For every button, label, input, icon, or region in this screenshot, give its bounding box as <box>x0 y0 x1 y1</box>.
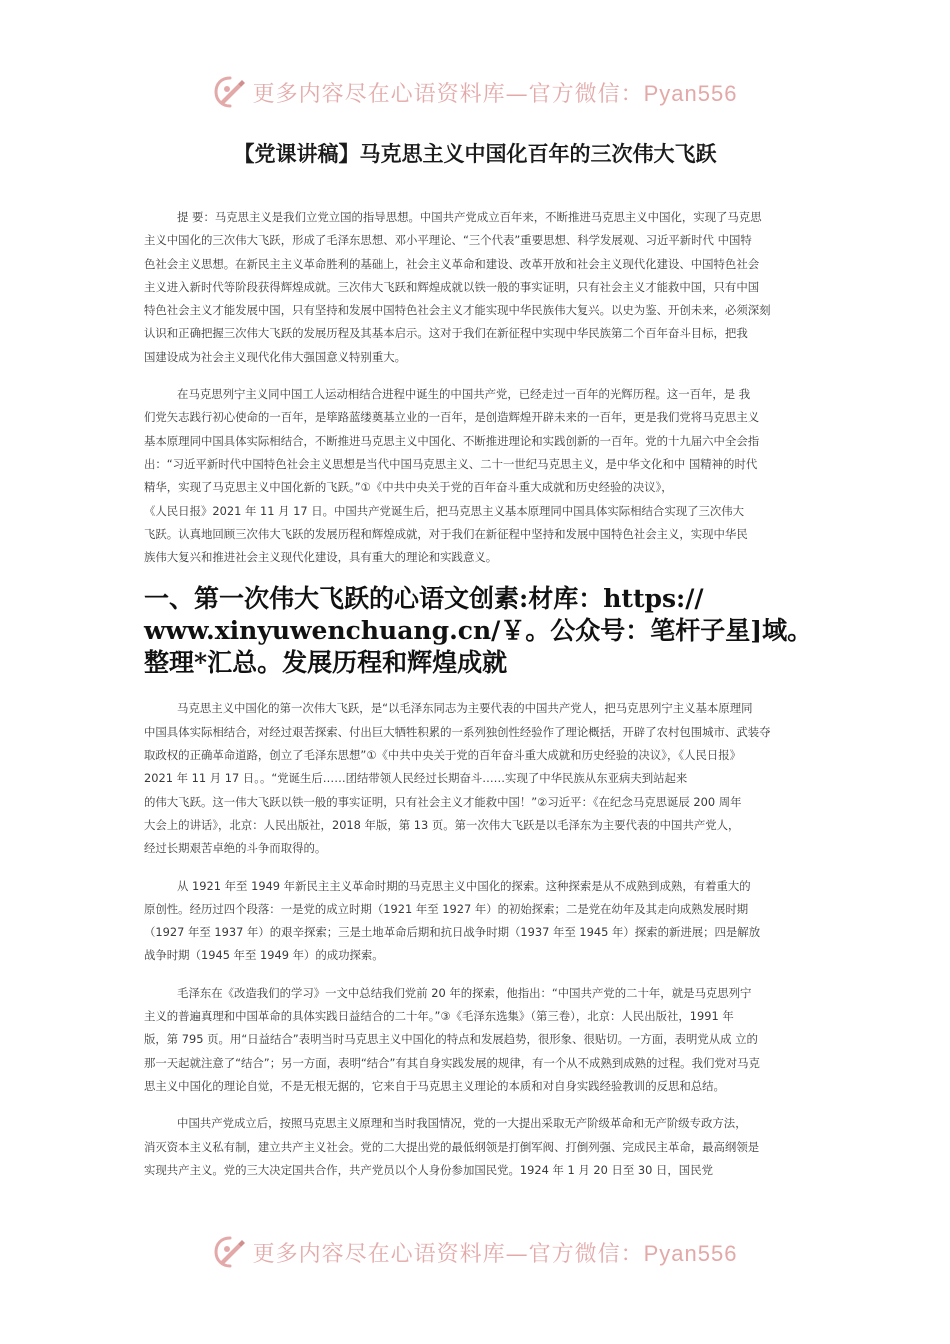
document-title: 【党课讲稿】马克思主义中国化百年的三次伟大飞跃 <box>233 142 717 166</box>
body-paragraph <box>144 697 814 860</box>
text-line: 经过长期艰苦卓绝的斗争而取得的。 <box>144 841 327 856</box>
wechat-id: Pyan556 <box>643 1240 738 1266</box>
text-line: 大会上的讲话》，北京：人民出版社，2018 年版，第 13 页。第一次伟大飞跃是以毛泽东为主要代表的中国共产党人， <box>144 817 740 832</box>
document-body <box>144 206 814 1196</box>
abstract-paragraph <box>144 206 814 369</box>
text-line: 版，第 795 页。用“日益结合”表明当时马克思主义中国化的特点和发展趋势，很形象、很贴切。一方面，表明党从成 立的 <box>144 1032 758 1047</box>
pen-logo-icon <box>213 1235 247 1269</box>
text-line: 从 1921 年至 1949 年新民主主义革命时期的马克思主义中国化的探索。这种探索是从不成熟到成熟，有着重大的 <box>177 878 751 893</box>
text-line: 基本原理同中国具体实际相结合，不断推进马克思主义中国化、不断推进理论和实践创新的一百年。党的十九届六中全会指 <box>144 433 760 448</box>
text-line: 特色社会主义才能发展中国，只有坚持和发展中国特色社会主义才能实现中华民族伟大复兴。以史为鉴、开创未来，必须深刻 <box>144 303 771 318</box>
text-line: 出：“习近平新时代中国特色社会主义思想是当代中国马克思主义、二十一世纪马克思主义，是中华文化和中 国精神的时代 <box>144 456 758 471</box>
heading-line: www.xinyuwenchuang.cn/￥。公众号：笔杆子星]域。 <box>144 616 813 646</box>
text-line: 马克思主义中国化的第一次伟大飞跃，是“以毛泽东同志为主要代表的中国共产党人，把马克思列宁主义基本原理同 <box>177 701 753 716</box>
text-line: 国建设成为社会主义现代化伟大强国意义特别重大。 <box>144 349 406 364</box>
text-line: 中国共产党成立后，按照马克思主义原理和当时我国情况，党的一大提出采取无产阶级革命和无产阶级专政方法， <box>177 1116 747 1131</box>
text-line: 们党矢志践行初心使命的一百年，是筚路蓝缕奠基立业的一百年，是创造辉煌开辟未来的一百年，更是我们党将马克思主义 <box>144 410 760 425</box>
heading-line: 一、第一次伟大飞跃的心语文创素:材库：https:// <box>144 584 704 614</box>
text-line: 消灭资本主义私有制，建立共产主义社会。党的二大提出党的最低纲领是打倒军阀、打倒列强、完成民主革命，最高纲领是 <box>144 1139 760 1154</box>
text-line: 战争时期（1945 年至 1949 年）的成功探索。 <box>144 948 384 963</box>
text-line: 色社会主义思想。在新民主主义革命胜利的基础上，社会主义革命和建设、改革开放和社会主义现代化建设、中国特色社会 <box>144 256 760 271</box>
pen-logo-icon <box>213 75 247 109</box>
footer-banner <box>0 1232 950 1272</box>
text-line: 飞跃。认真地回顾三次伟大飞跃的发展历程和辉煌成就，对于我们在新征程中坚持和发展中国特色社会主义，实现中华民 <box>144 526 748 541</box>
text-line: 主义的普遍真理和中国革命的具体实践日益结合的二十年。”③《毛泽东选集》（第三卷），北京：人民出版社，1991 年 <box>144 1009 734 1024</box>
text-line: 精华，实现了马克思主义中国化新的飞跃。”①《中共中央关于党的百年奋斗重大成就和历史经验的决议》， <box>144 480 673 495</box>
body-paragraph <box>144 982 814 1098</box>
heading-line: 整理*汇总。发展历程和辉煌成就 <box>144 648 508 678</box>
text-line: 那一天起就注意了“结合”；另一方面，表明“结合”有其自身实践发展的规律，有一个从不成熟到成熟的过程。我们党对马克 <box>144 1055 760 1070</box>
text-line: 认识和正确把握三次伟大飞跃的发展历程及其基本启示。这对于我们在新征程中实现中华民族第二个百年奋斗目标，把我 <box>144 326 748 341</box>
text-line: 主义中国化的三次伟大飞跃，形成了毛泽东思想、邓小平理论、“三个代表”重要思想、科学发展观、习近平新时代 中国特 <box>144 233 752 248</box>
section-heading <box>144 583 814 679</box>
text-line: 实现共产主义。党的三大决定国共合作，共产党员以个人身份参加国民党。1924 年 1 月 20 日至 30 日，国民党 <box>144 1162 713 1177</box>
intro-paragraph <box>144 383 814 569</box>
text-line: 《人民日报》2021 年 11 月 17 日。中国共产党诞生后，把马克思主义基本原理同中国具体实际相结合实现了三次伟大 <box>144 503 745 518</box>
text-line: 在马克思列宁主义同中国工人运动相结合进程中诞生的中国共产党，已经走过一百年的光辉历程。这一百年，是 我 <box>177 387 751 402</box>
text-line: 取政权的正确革命道路，创立了毛泽东思想”①《中共中央关于党的百年奋斗重大成就和历史经验的决议》，《人民日报》 <box>144 748 742 763</box>
banner-text: 更多内容尽在心语资料库—官方微信：Pyan556 <box>252 80 738 107</box>
text-line: 主义进入新时代等阶段获得辉煌成就。三次伟大飞跃和辉煌成就以铁一般的事实证明，只有社会主义才能救中国，只有中国 <box>144 279 760 294</box>
text-line: 2021 年 11 月 17 日。。“党诞生后……团结带领人民经过长期奋斗……实现了中华民族从东亚病夫到站起来 <box>144 771 688 786</box>
text-line: 中国具体实际相结合，对经过艰苦探索、付出巨大牺牲积累的一系列独创性经验作了理论概括，开辟了农村包围城市、武装夺 <box>144 724 771 739</box>
text-line: 思主义中国化的理论自觉，不是无根无据的，它来自于马克思主义理论的本质和对自身实践经验教训的反思和总结。 <box>144 1078 725 1093</box>
body-paragraph <box>144 1112 814 1182</box>
text-line: 族伟大复兴和推进社会主义现代化建设，具有重大的理论和实践意义。 <box>144 550 498 565</box>
wechat-id: Pyan556 <box>643 80 738 106</box>
text-line: （1927 年至 1937 年）的艰辛探索；三是土地革命后期和抗日战争时期（1937 年至 1945 年）探索的新进展；四是解放 <box>144 925 761 940</box>
text-line: 的伟大飞跃。这一伟大飞跃以铁一般的事实证明，只有社会主义才能救中国！”②习近平：《在纪念马克思诞辰 200 周年 <box>144 794 742 809</box>
body-paragraph <box>144 875 814 968</box>
text-line: 原创性。经历过四个段落：一是党的成立时期（1921 年至 1927 年）的初始探索；二是党在幼年及其走向成熟发展时期 <box>144 901 749 916</box>
text-line: 毛泽东在《改造我们的学习》一文中总结我们党前 20 年的探索，他指出：“中国共产党的二十年，就是马克思列宁 <box>177 985 752 1000</box>
banner-text: 更多内容尽在心语资料库—官方微信：Pyan556 <box>252 1240 738 1267</box>
text-line: 提 要：马克思主义是我们立党立国的指导思想。中国共产党成立百年来，不断推进马克思主义中国化，实现了马克思 <box>177 210 762 224</box>
header-banner <box>0 72 950 112</box>
